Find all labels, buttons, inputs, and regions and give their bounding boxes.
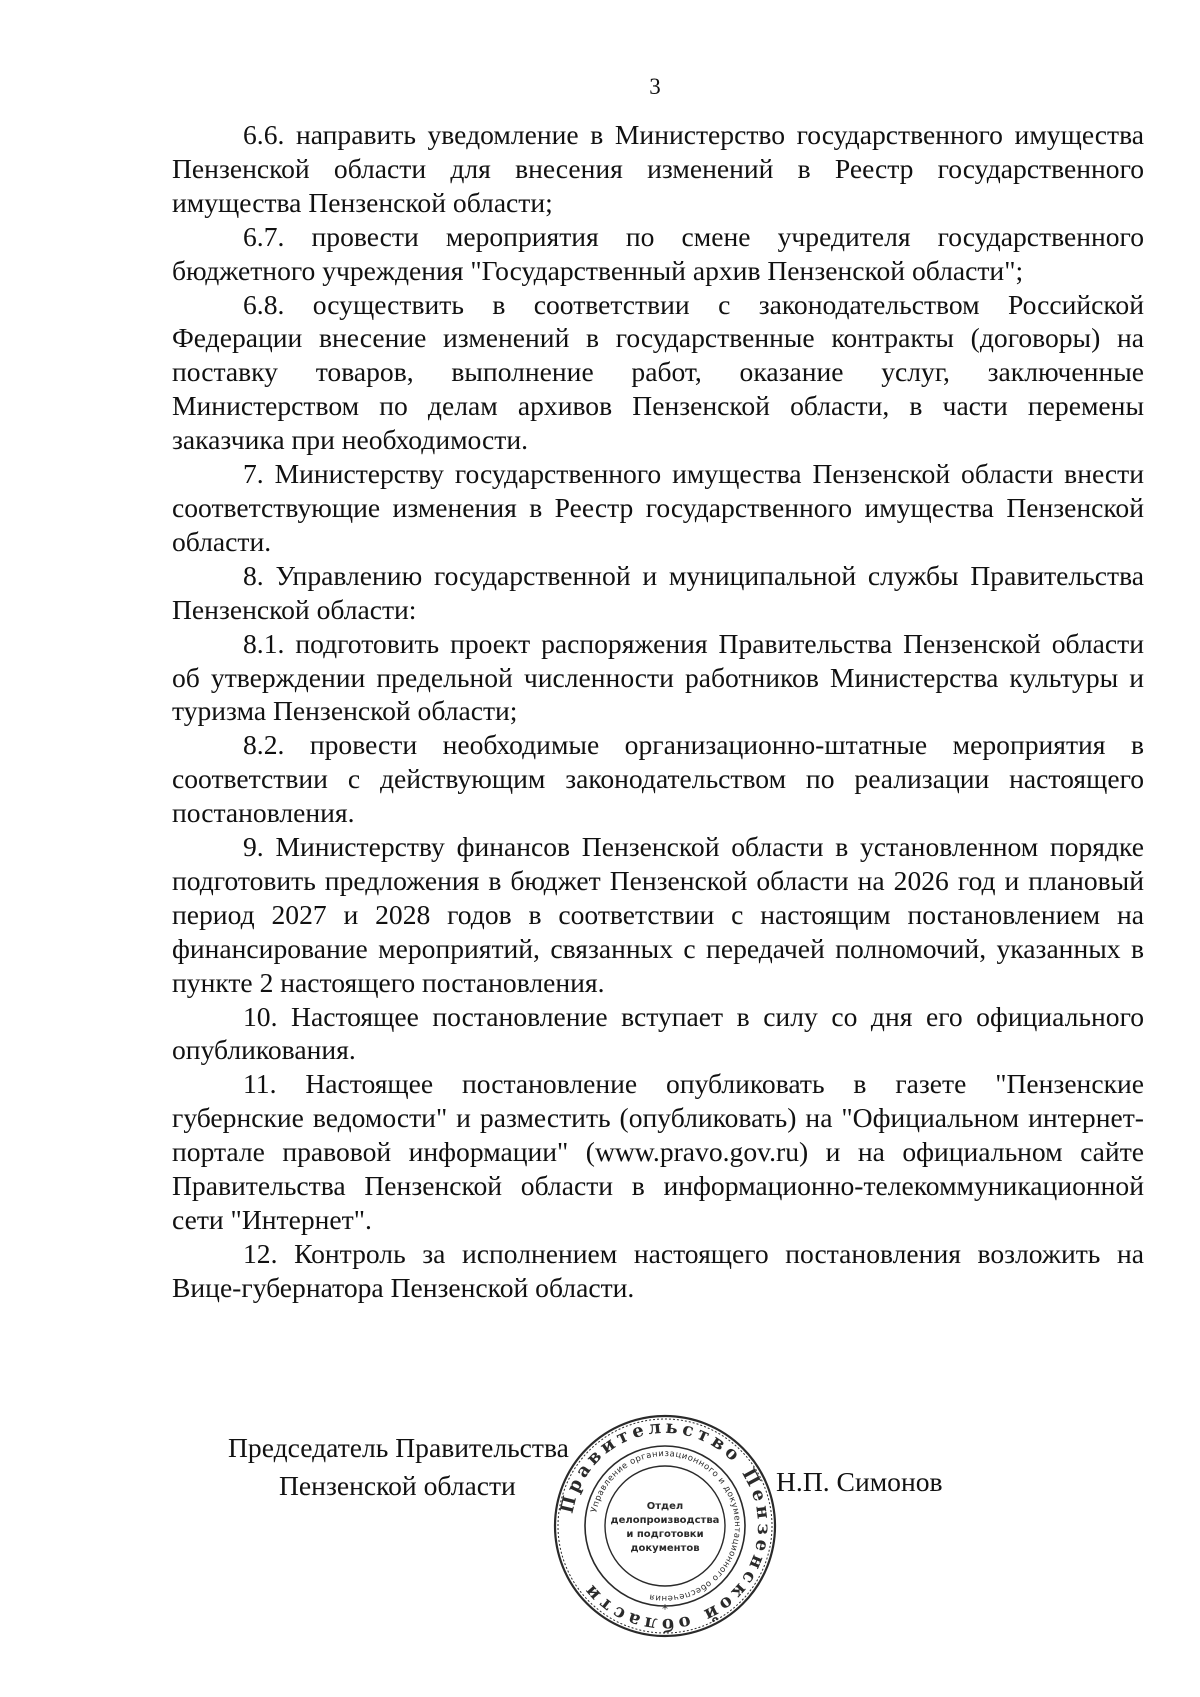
seal-center-line-1: Отдел (646, 1501, 684, 1512)
seal-middle-border (585, 1446, 745, 1606)
paragraph-6-6: 6.6. направить уведомление в Министерство государственного имущества Пензенской области для внесения изменений в Реестр государственного имущества Пензенской области; (172, 119, 1144, 218)
seal-graphic (552, 1413, 778, 1639)
seal-outer-text: Правительство Пензенской области (556, 1416, 775, 1636)
paragraph-8: 8. Управлению государственной и муниципальной службы Правительства Пензенской области: (172, 559, 1144, 625)
paragraph-7: 7. Министерству государственного имущества Пензенской области внести соответствующие изменения в Реестр государственного имущества Пензенской области. (172, 458, 1144, 557)
seal-center-line-2: делопроизводства (610, 1515, 720, 1526)
paragraph-6-8: 6.8. осуществить в соответствии с законодательством Российской Федерации внесение изменений в государственные контракты (договоры) на поставку товаров, выполнение работ, оказание услуг, заключенные Министерством по делам архивов Пензенской области, в части перемены заказчика при необходимости. (172, 288, 1144, 456)
paragraph-12: 12. Контроль за исполнением настоящего постановления возложить на Вице-губернатора Пензенской области. (172, 1237, 1144, 1303)
page-number: 3 (649, 74, 661, 99)
signatory-name: Н.П. Симонов (776, 1466, 943, 1497)
seal-inner-border (605, 1466, 725, 1586)
document-body (172, 118, 1144, 1305)
paragraph-11: 11. Настоящее постановление опубликовать в газете "Пензенские губернские ведомости" и разместить (опубликовать) на "Официальном интернет-портале правовой информации" (www.pravo.gov.ru) и на официальном сайте Правительства Пензенской области в информационно-телекоммуникационной сети "Интернет". (172, 1068, 1144, 1235)
paragraph-8-2: 8.2. провести необходимые организационно-штатные мероприятия в соответствии с действующим законодательством по реализации настоящего постановления. (172, 729, 1144, 829)
paragraph-8-1: 8.1. подготовить проект распоряжения Правительства Пензенской области об утверждении предельной численности работников Министерства культуры и туризма Пензенской области; (172, 627, 1144, 727)
official-seal-stamp (552, 1413, 778, 1639)
paragraph-10: 10. Настоящее постановление вступает в силу со дня его официального опубликования. (172, 1000, 1144, 1066)
seal-inner-ring-text: Управление организационного и документационного обеспечения (589, 1448, 743, 1604)
paragraph-9: 9. Министерству финансов Пензенской области в установленном порядке подготовить предложения в бюджет Пензенской области на 2026 год и плановый период 2027 и 2028 годов в соответствии с настоящим постановлением на финансирование мероприятий, связанных с передачей полномочий, указанных в пункте 2 настоящего постановления. (172, 831, 1144, 998)
signature-position (228, 1429, 588, 1505)
paragraph-6-7: 6.7. провести мероприятия по смене учредителя государственного бюджетного учреждения "Государственный архив Пензенской области"; (172, 220, 1144, 286)
signature-position-line1: Председатель Правительства (228, 1432, 569, 1463)
seal-center-line-3: и подготовки (626, 1529, 704, 1540)
seal-star-icon: * (662, 1602, 668, 1616)
signature-position-line2: Пензенской области (279, 1470, 516, 1501)
seal-center-line-4: документов (630, 1543, 700, 1554)
